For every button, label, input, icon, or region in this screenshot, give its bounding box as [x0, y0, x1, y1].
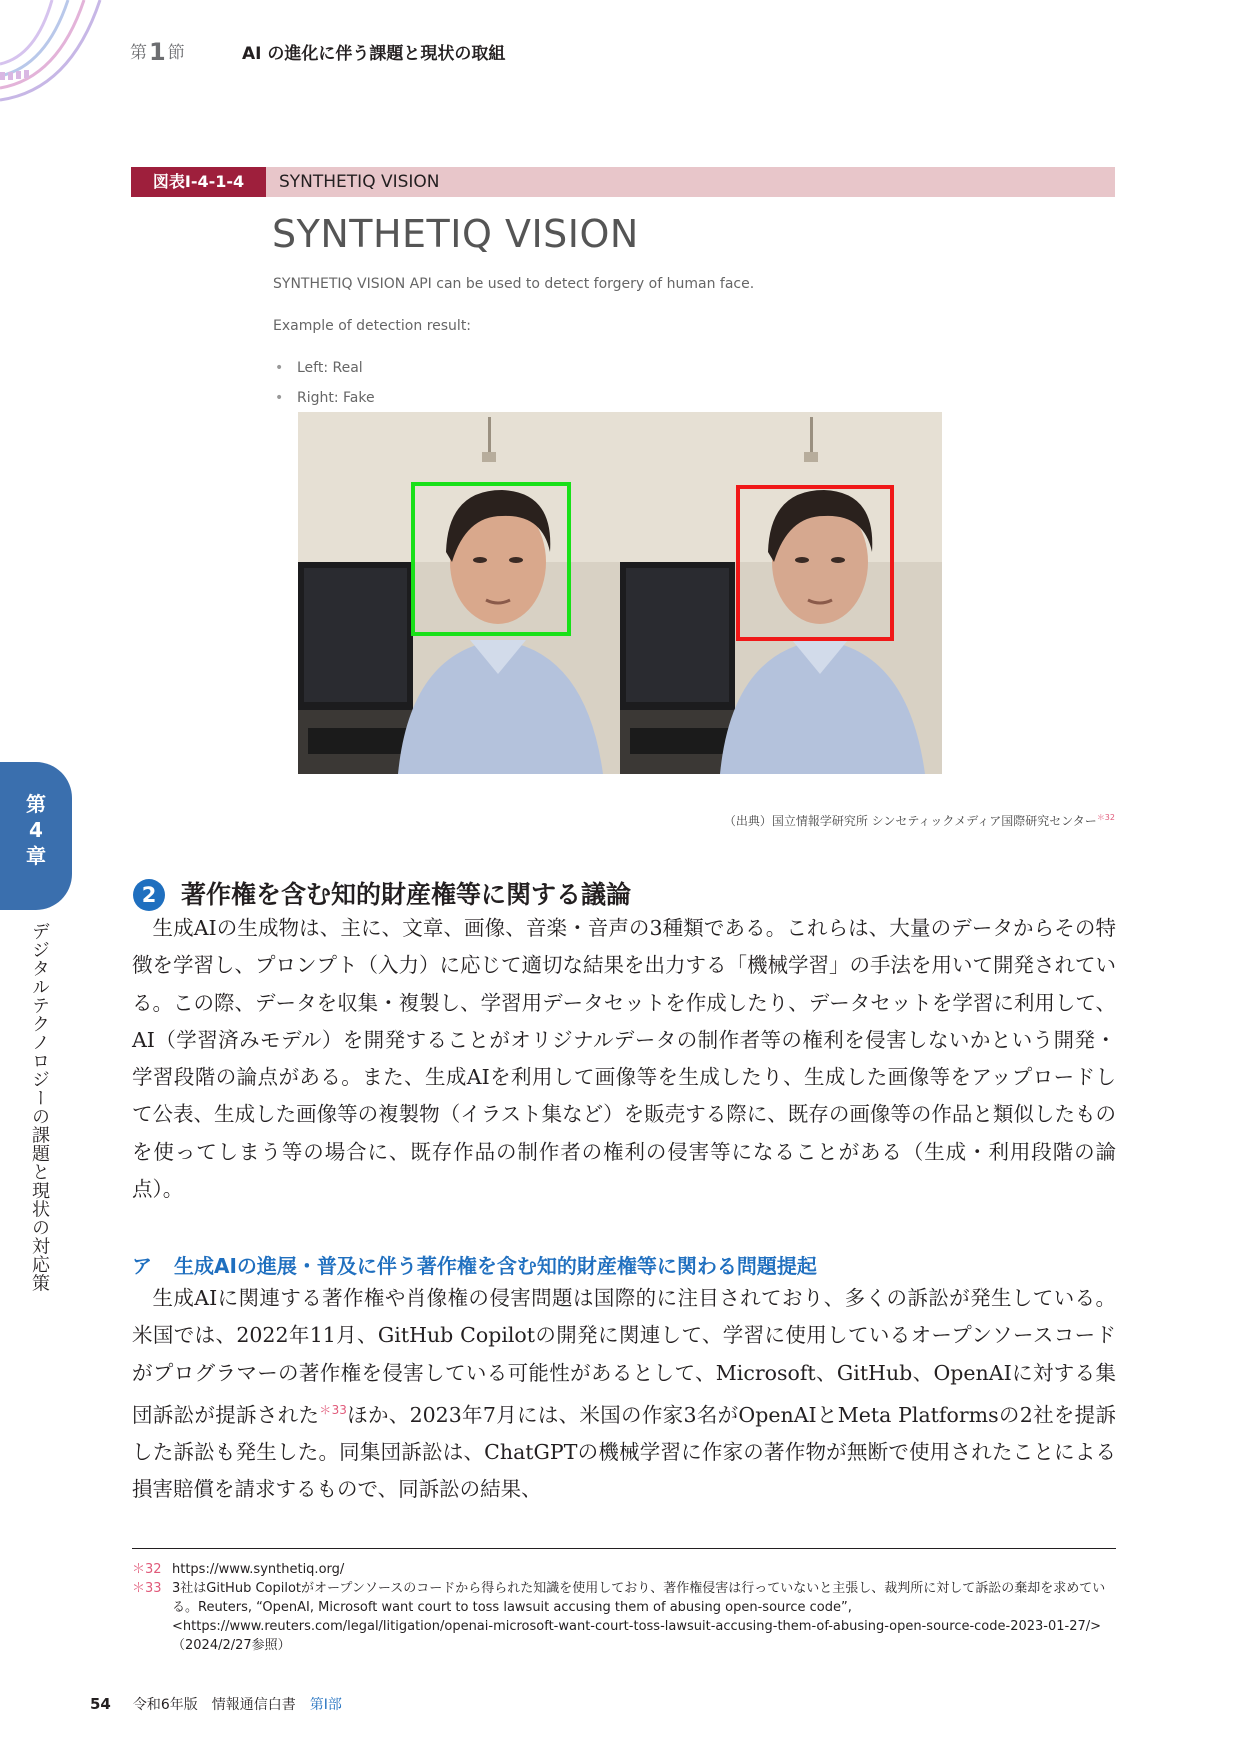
bullet-icon: • — [275, 390, 284, 406]
screenshot-description: SYNTHETIQ VISION API can be used to detect forgery of human face. — [273, 276, 755, 292]
footnote-ref: ＊32 — [1096, 813, 1115, 822]
chapter-tab: 第 4 章 — [0, 762, 72, 910]
footnote-mark: ＊33 — [132, 1581, 162, 1596]
footnotes — [132, 1560, 1116, 1655]
footnote-text: https://www.synthetiq.org/ — [172, 1562, 345, 1577]
list-item: • Left: Real — [275, 360, 363, 376]
body-paragraph: 生成AIの生成物は、主に、文章、画像、音楽・音声の3種類である。これらは、大量のデータからその特徴を学習し、プロンプト（入力）に応じて適切な結果を出力する「機械学習」の手法を用いて開発されている。この際、データを収集・複製し、学習用データセットを作成したり、データセットを学習に利用して、AI（学習済みモデル）を開発することがオリジナルデータの制作者等の権利を侵害しないかという開発・学習段階の論点がある。また、生成AIを利用して画像等を生成したり、生成した画像等をアップロードして公表、生成した画像等の複製物（イラスト集など）を販売する際に、既存の画像等の作品と類似したものを使ってしまう等の場合に、既存作品の制作者の権利の侵害等になることがある（生成・利用段階の論点）。 — [132, 916, 1116, 1202]
photo-fake-face — [620, 412, 942, 774]
footnote-text: 3社はGitHub Copilotがオープンソースのコードから得られた知識を使用しており、著作権侵害は行っていないと主張し、裁判所に対して訴訟の棄却を求めている。Reuters, “OpenAI, Microsoft want court to toss lawsuit accusing them of abusing open-source code”, <https://www.reuters.com/legal/litigation/openai-microsoft-want-court-toss-lawsuit-accusing-them-of-abusing-open-source-code-2023-01-27/>（2024/2/27参照） — [172, 1581, 1106, 1653]
section-number: 1 — [149, 38, 166, 66]
screenshot-heading: SYNTHETIQ VISION — [272, 212, 639, 256]
decorative-arcs — [0, 0, 130, 110]
footnote — [132, 1579, 1116, 1655]
list-item: • Right: Fake — [275, 390, 375, 406]
subsection-marker: ア — [132, 1254, 152, 1278]
body-paragraph: 生成AIに関連する著作権や肖像権の侵害問題は国際的に注目されており、多くの訴訟が発生している。米国では、2022年11月、GitHub Copilotの開発に関連して、学習に使用しているオープンソースコードがプログラマーの著作権を侵害している可能性があるとして、Microsoft、GitHub、OpenAIに対する集団訴訟が提訴された$^{*33}$ほか、2023年7月には、米国の作家3名がOpenAIとMeta Platformsの2社を提訴した訴訟も発生した。同集団訴訟は、ChatGPTの機械学習に作家の著作物が無断で使用されたことによる損害賠償を請求するもので、同訴訟の結果、 — [132, 1286, 1116, 1502]
footnote-mark: ＊32 — [132, 1562, 162, 1577]
page-footer — [90, 1694, 342, 1714]
section-number-badge: 2 — [133, 879, 165, 911]
section-title: 著作権を含む知的財産権等に関する議論 — [181, 880, 632, 909]
subsection-title: 生成AIの進展・普及に伴う著作権を含む知的財産権等に関わる問題提起 — [174, 1254, 817, 1278]
footnote-ref: ＊33 — [319, 1402, 347, 1417]
section-label: 第1 節 — [130, 38, 185, 66]
chapter-side-title: デジタルテクノロジーの課題と現状の対応策 — [29, 922, 50, 1292]
figure-source-note: （出典）国立情報学研究所 シンセティックメディア国際研究センター$^{*32}$ — [723, 813, 1115, 828]
publication-title: 令和6年版 情報通信白書 — [132, 1697, 296, 1713]
page-number: 54 — [90, 1695, 111, 1713]
photo-real-face — [298, 412, 620, 774]
figure-label: 図表Ⅰ-4-1-4 — [131, 167, 266, 197]
running-header-title: AI の進化に伴う課題と現状の取組 — [242, 44, 506, 64]
footnote-divider — [132, 1548, 1116, 1549]
subsection-heading — [132, 1250, 817, 1279]
part-label: 第Ⅰ部 — [309, 1697, 342, 1713]
figure-title: SYNTHETIQ VISION — [279, 172, 440, 192]
bullet-icon: • — [275, 360, 284, 376]
screenshot-example-label: Example of detection result: — [273, 318, 472, 334]
screenshot-result-list — [275, 358, 375, 418]
footnote — [132, 1560, 1116, 1579]
figure-caption-band — [131, 167, 1115, 197]
